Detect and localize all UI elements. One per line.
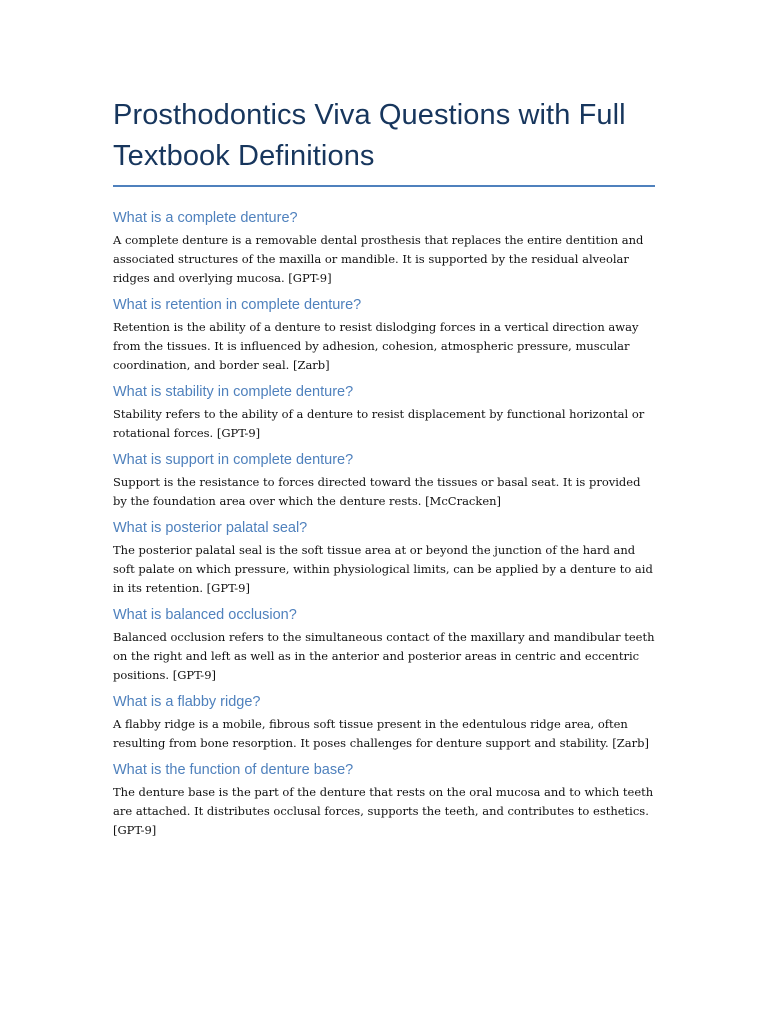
question-heading: What is balanced occlusion? (113, 607, 297, 623)
document-title: Prosthodontics Viva Questions with Full Textbook Definitions (113, 99, 626, 172)
question-heading: What is retention in complete denture? (113, 297, 362, 313)
qa-item (113, 451, 655, 511)
qa-item (113, 383, 655, 443)
qa-item (113, 693, 655, 753)
answer-text: Balanced occlusion refers to the simultaneous contact of the maxillary and mandibular teeth on the right and left as well as in the anterior and posterior areas in centric and eccentric positions. [GPT-9] (113, 630, 655, 682)
question-heading: What is a complete denture? (113, 210, 298, 226)
qa-item (113, 606, 655, 685)
title-divider (113, 185, 655, 187)
answer-text: A complete denture is a removable dental prosthesis that replaces the entire dentition and associated structures of the maxilla or mandible. It is supported by the residual alveolar ridges and overlying mucosa. [GPT-9] (113, 233, 644, 285)
answer-text: Retention is the ability of a denture to resist dislodging forces in a vertical direction away from the tissues. It is influenced by adhesion, cohesion, atmospheric pressure, muscular coordination, and border seal. [Zarb] (113, 320, 639, 372)
document-page (113, 95, 655, 848)
qa-item (113, 296, 655, 375)
question-heading: What is stability in complete denture? (113, 384, 354, 400)
question-heading: What is posterior palatal seal? (113, 520, 308, 536)
answer-text: The posterior palatal seal is the soft tissue area at or beyond the junction of the hard and soft palate on which pressure, within physiological limits, can be applied by a denture to aid in its retention. [GPT-9] (113, 543, 653, 595)
answer-text: A flabby ridge is a mobile, fibrous soft tissue present in the edentulous ridge area, often resulting from bone resorption. It poses challenges for denture support and stability. [Zarb] (113, 717, 649, 750)
answer-text: Support is the resistance to forces directed toward the tissues or basal seat. It is provided by the foundation area over which the denture rests. [McCracken] (113, 475, 641, 508)
qa-item (113, 761, 655, 840)
question-heading: What is support in complete denture? (113, 452, 354, 468)
answer-text: Stability refers to the ability of a denture to resist displacement by functional horizontal or rotational forces. [GPT-9] (113, 407, 645, 440)
answer-text: The denture base is the part of the denture that rests on the oral mucosa and to which teeth are attached. It distributes occlusal forces, supports the teeth, and contributes to esthetics. [GPT-9] (113, 785, 654, 837)
qa-item (113, 209, 655, 288)
qa-item (113, 519, 655, 598)
question-heading: What is the function of denture base? (113, 762, 354, 778)
question-heading: What is a flabby ridge? (113, 694, 261, 710)
